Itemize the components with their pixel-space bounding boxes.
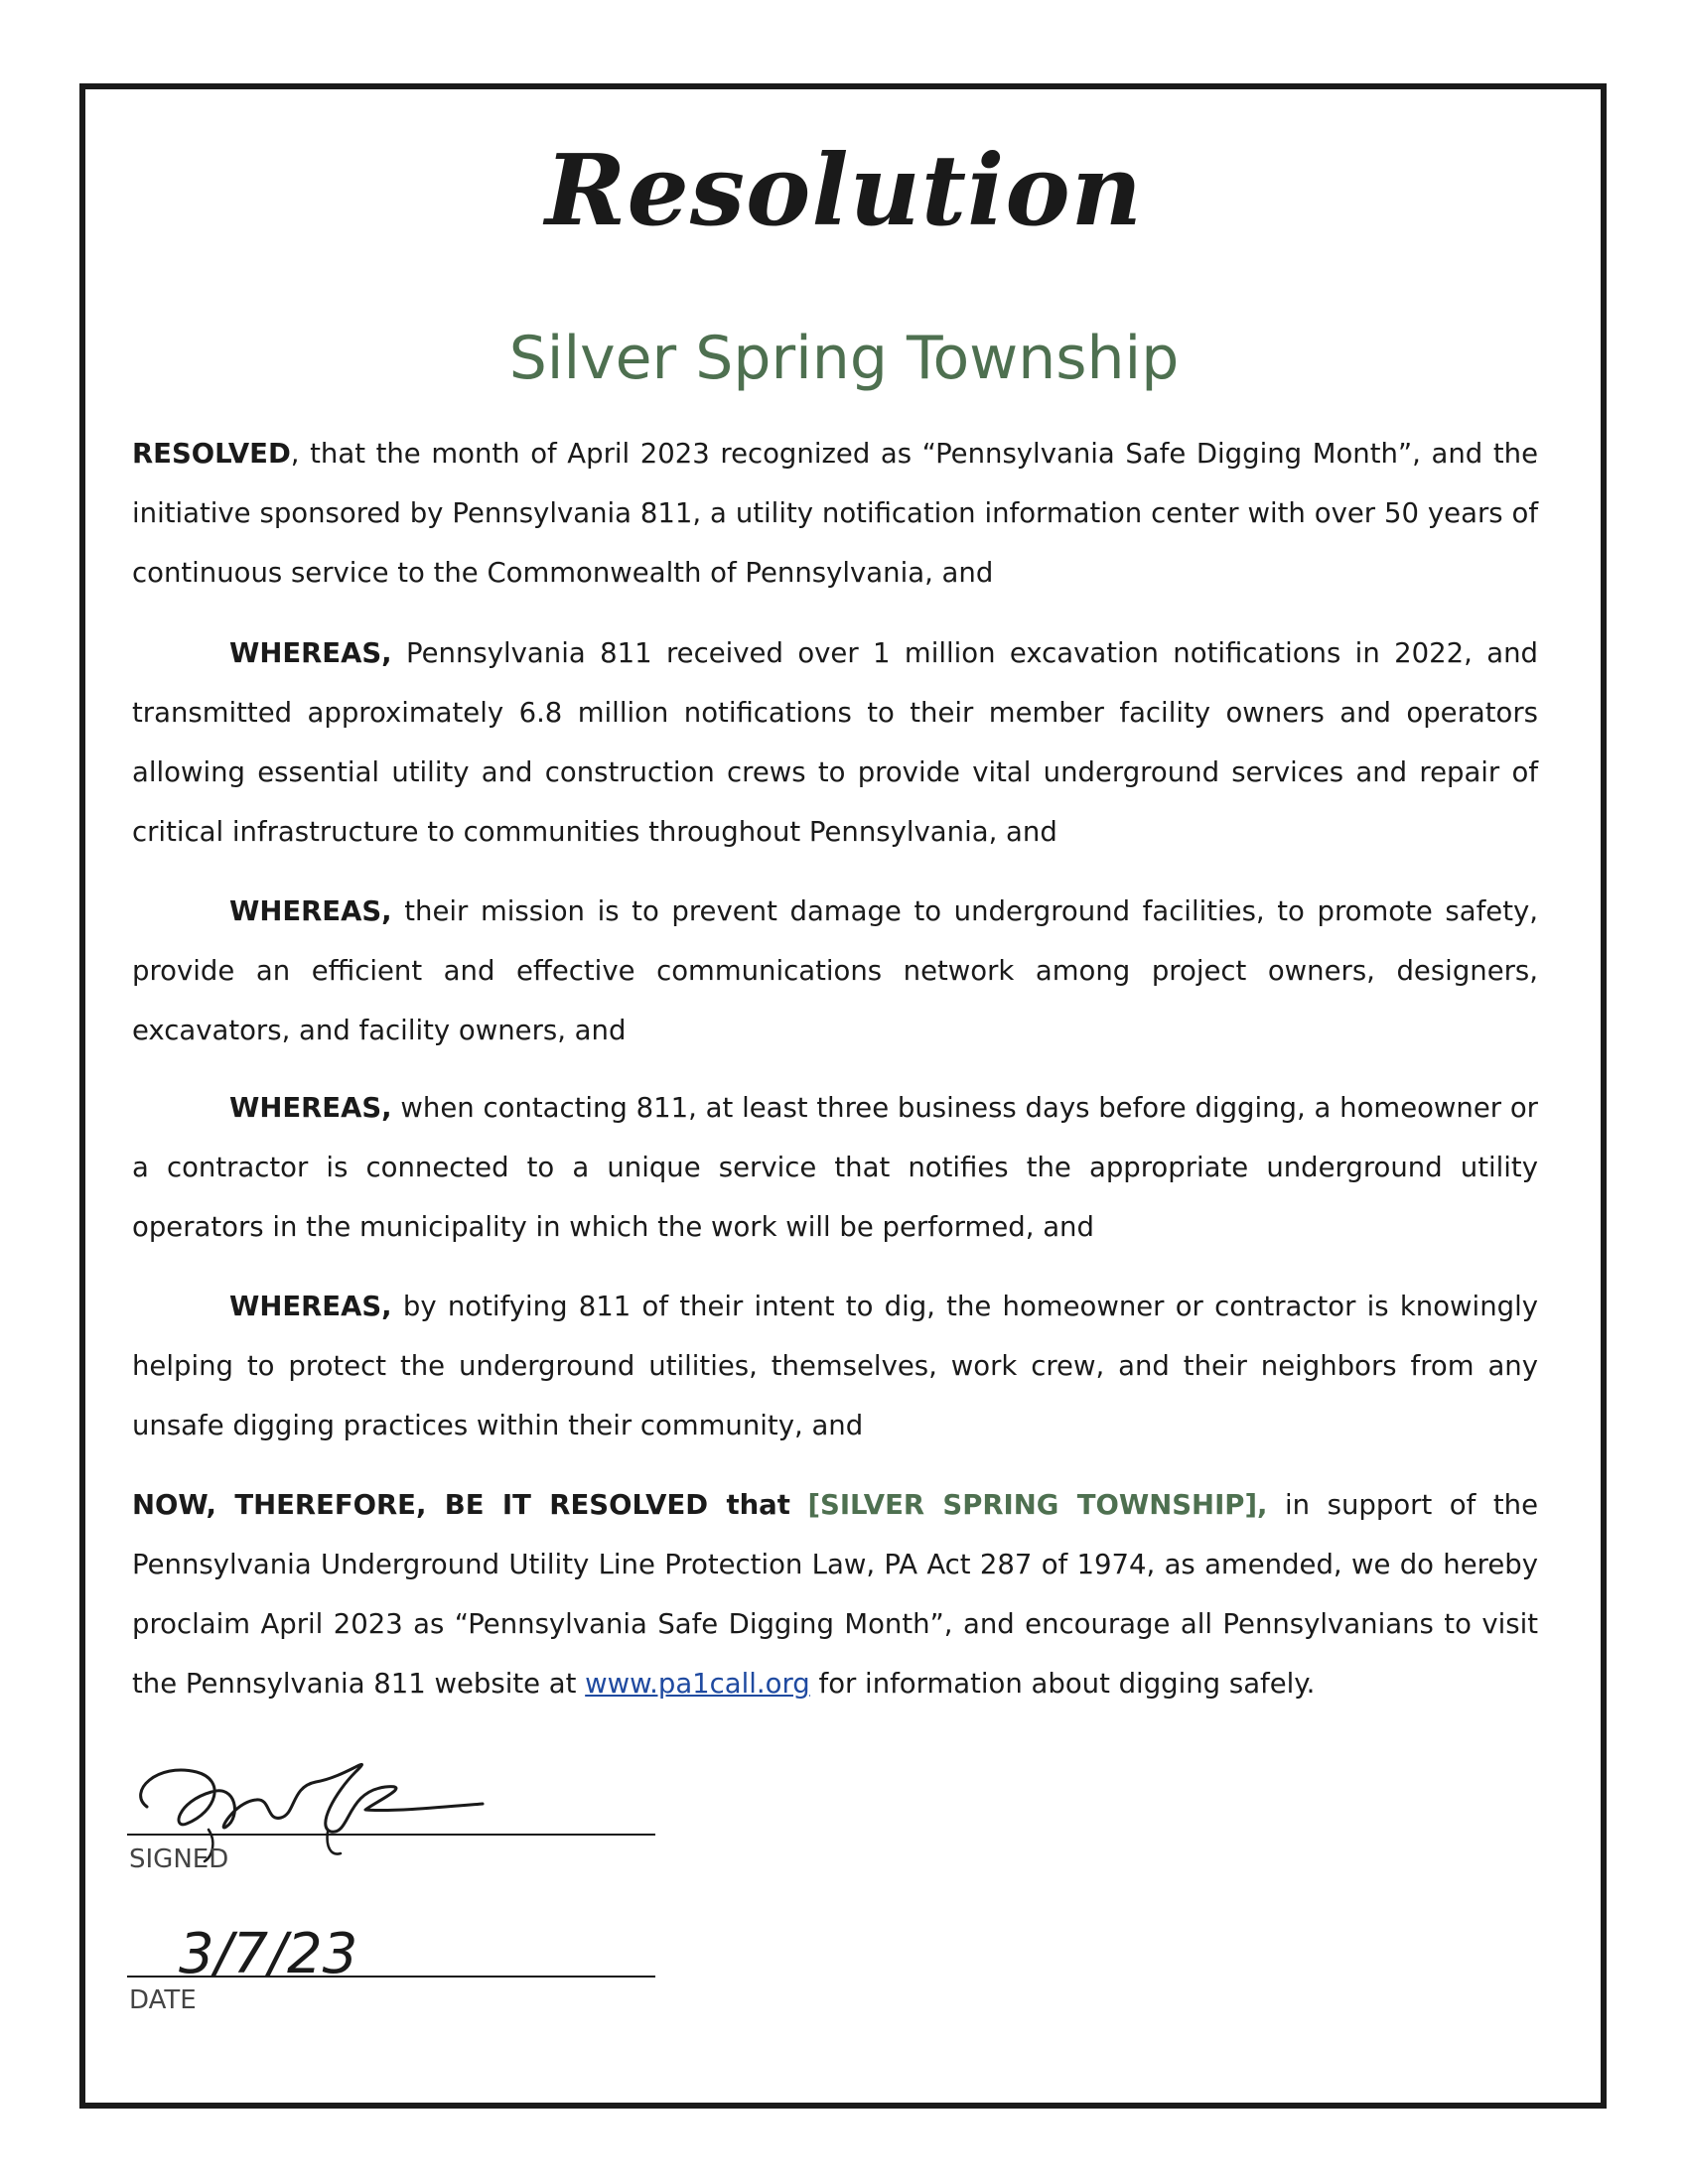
paragraph-lead: NOW, THEREFORE, BE IT RESOLVED that: [132, 1489, 790, 1521]
whereas-paragraph-4: [132, 1277, 1538, 1455]
date-label: DATE: [129, 1985, 197, 2015]
paragraph-lead: RESOLVED: [132, 438, 291, 470]
signed-label: SIGNED: [129, 1844, 229, 1874]
paragraph-text: by notifying 811 of their intent to dig, the homeowner or contractor is knowingly helping to protect the underground utilities, themselves, work crew, and their neighbors from any unsafe digging practices within their community, and: [132, 1291, 1538, 1441]
date-value: 3/7/23: [179, 1922, 358, 1986]
paragraph-lead: WHEREAS,: [229, 895, 392, 927]
therefore-paragraph: [132, 1475, 1538, 1713]
whereas-paragraph-1: [132, 623, 1538, 862]
handwritten-date: [169, 1911, 387, 2020]
paragraph-text: when contacting 811, at least three business days before digging, a homeowner or a contractor is connected to a unique service that notifies the appropriate underground utility operators in the municipality in which the work will be performed, and: [132, 1092, 1538, 1243]
paragraph-text: , that the month of April 2023 recognized as “Pennsylvania Safe Digging Month”, and the initiative sponsored by Pennsylvania 811, a utility notification information center with over 50 years of continuous service to the Commonwealth of Pennsylvania, and: [132, 438, 1538, 589]
township-name: Silver Spring Township: [508, 324, 1180, 393]
whereas-paragraph-2: [132, 882, 1538, 1060]
date-line: [127, 1976, 655, 1978]
paragraph-lead: WHEREAS,: [229, 1291, 392, 1322]
whereas-paragraph-3: [132, 1078, 1538, 1257]
township-highlight: [SILVER SPRING TOWNSHIP],: [807, 1489, 1268, 1521]
resolution-heading: Resolution: [545, 134, 1143, 248]
signature-line: [127, 1834, 655, 1836]
paragraph-text: their mission is to prevent damage to underground facilities, to promote safety, provide an efficient and effective communications network among project owners, designers, excavators, and facility owners, and: [132, 895, 1538, 1046]
paragraph-text: in support of the Pennsylvania Underground Utility Line Protection Law, PA Act 287 of 1974, as amended, we do hereby proclaim April 2023 as “Pennsylvania Safe Digging Month”, and encourage all Pennsylvanians to visit the Pennsylvania 811 website at: [132, 1489, 1538, 1700]
paragraph-text: Pennsylvania 811 received over 1 million excavation notifications in 2022, and transmitted approximately 6.8 million notifications to their member facility owners and operators allowing essential utility and construction crews to provide vital underground services and repair of critical infrastructure to communities throughout Pennsylvania, and: [132, 637, 1538, 848]
paragraph-lead: WHEREAS,: [229, 637, 392, 669]
paragraph-tail: for information about digging safely.: [809, 1668, 1316, 1700]
website-link[interactable]: www.pa1call.org: [585, 1668, 810, 1700]
paragraph-lead: WHEREAS,: [229, 1092, 392, 1124]
resolved-paragraph: [132, 424, 1538, 603]
